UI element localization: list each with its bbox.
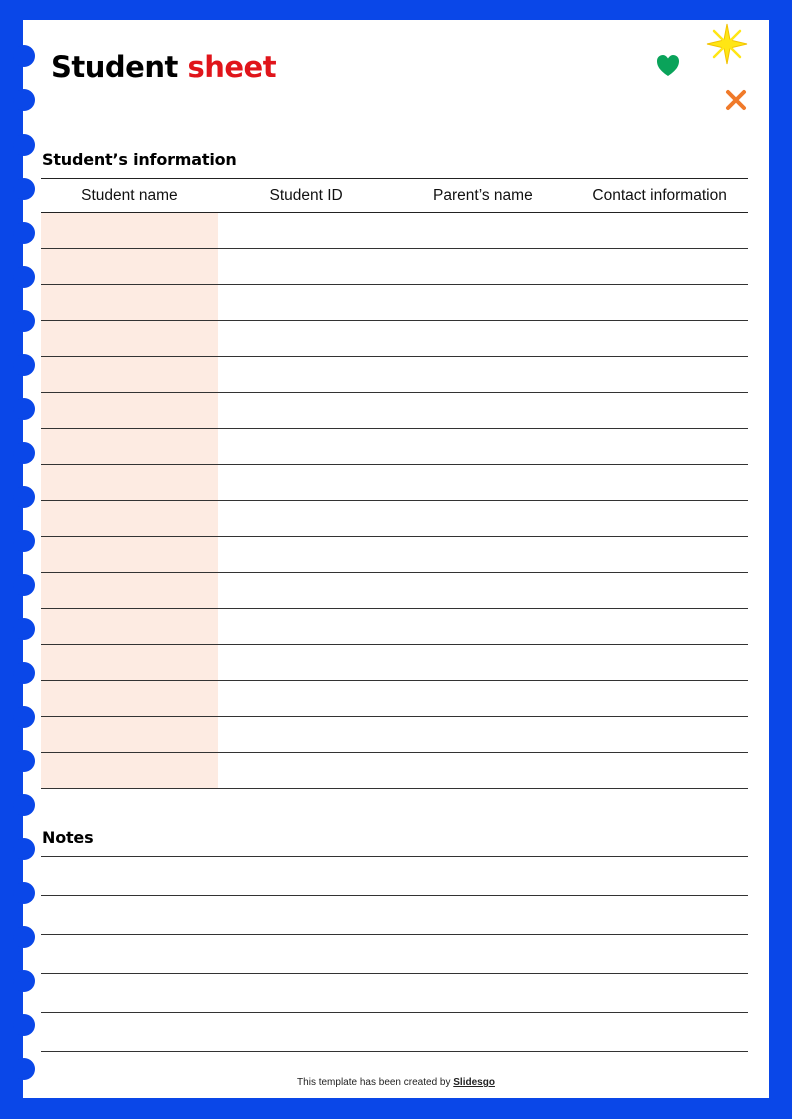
cell-contact-information[interactable] <box>571 465 748 500</box>
binder-hole <box>13 970 35 992</box>
binder-hole <box>13 178 35 200</box>
page-title <box>51 50 276 84</box>
cell-parents-name[interactable] <box>395 285 572 320</box>
binder-hole <box>13 134 35 156</box>
table-row <box>41 393 748 429</box>
cell-contact-information[interactable] <box>571 285 748 320</box>
cell-parents-name[interactable] <box>395 537 572 572</box>
student-information-heading: Student’s information <box>42 150 237 169</box>
cell-parents-name[interactable] <box>395 321 572 356</box>
notes-line[interactable] <box>41 896 748 935</box>
cell-student-id[interactable] <box>218 681 395 716</box>
cell-contact-information[interactable] <box>571 501 748 536</box>
table-row <box>41 213 748 249</box>
footer-link[interactable]: Slidesgo <box>453 1077 495 1088</box>
binder-hole <box>13 310 35 332</box>
cell-student-id[interactable] <box>218 501 395 536</box>
cell-contact-information[interactable] <box>571 393 748 428</box>
table-body <box>41 213 748 789</box>
heart-icon <box>652 50 684 80</box>
cell-parents-name[interactable] <box>395 429 572 464</box>
cell-student-name[interactable] <box>41 753 218 788</box>
binder-hole <box>13 530 35 552</box>
table-row <box>41 249 748 285</box>
cross-icon <box>721 85 751 115</box>
table-row <box>41 681 748 717</box>
binder-hole <box>13 89 35 111</box>
cell-contact-information[interactable] <box>571 429 748 464</box>
cell-student-name[interactable] <box>41 285 218 320</box>
cell-student-name[interactable] <box>41 357 218 392</box>
cell-contact-information[interactable] <box>571 357 748 392</box>
cell-student-name[interactable] <box>41 501 218 536</box>
binder-hole <box>13 706 35 728</box>
cell-student-name[interactable] <box>41 537 218 572</box>
binder-hole <box>13 266 35 288</box>
table-row <box>41 645 748 681</box>
table-row <box>41 357 748 393</box>
table-row <box>41 609 748 645</box>
cell-student-id[interactable] <box>218 285 395 320</box>
binder-hole <box>13 486 35 508</box>
cell-student-name[interactable] <box>41 321 218 356</box>
binder-hole <box>13 838 35 860</box>
cell-parents-name[interactable] <box>395 609 572 644</box>
cell-student-id[interactable] <box>218 321 395 356</box>
cell-parents-name[interactable] <box>395 753 572 788</box>
cell-student-id[interactable] <box>218 573 395 608</box>
table-row <box>41 573 748 609</box>
cell-parents-name[interactable] <box>395 249 572 284</box>
title-accent: sheet <box>187 50 277 84</box>
cell-parents-name[interactable] <box>395 681 572 716</box>
cell-student-id[interactable] <box>218 753 395 788</box>
cell-student-name[interactable] <box>41 645 218 680</box>
table-header-row <box>41 178 748 213</box>
title-main: Student <box>51 50 178 84</box>
footer-text: This template has been created by <box>297 1077 451 1088</box>
binder-hole <box>13 222 35 244</box>
table-row <box>41 321 748 357</box>
cell-contact-information[interactable] <box>571 213 748 248</box>
binder-hole <box>13 750 35 772</box>
binder-hole <box>13 1014 35 1036</box>
column-header-student-name: Student name <box>81 186 178 204</box>
cell-student-name[interactable] <box>41 213 218 248</box>
cell-student-name[interactable] <box>41 573 218 608</box>
cell-student-id[interactable] <box>218 465 395 500</box>
cell-student-name[interactable] <box>41 681 218 716</box>
footer-credit <box>0 1077 792 1088</box>
cell-student-id[interactable] <box>218 717 395 752</box>
cell-student-id[interactable] <box>218 537 395 572</box>
cell-student-id[interactable] <box>218 609 395 644</box>
cell-student-id[interactable] <box>218 249 395 284</box>
binder-hole <box>13 574 35 596</box>
cell-parents-name[interactable] <box>395 717 572 752</box>
cell-contact-information[interactable] <box>571 537 748 572</box>
cell-contact-information[interactable] <box>571 753 748 788</box>
cell-student-name[interactable] <box>41 609 218 644</box>
binder-hole <box>13 662 35 684</box>
column-header-student-id: Student ID <box>269 186 343 204</box>
cell-parents-name[interactable] <box>395 645 572 680</box>
cell-parents-name[interactable] <box>395 393 572 428</box>
cell-student-id[interactable] <box>218 213 395 248</box>
binder-hole <box>13 882 35 904</box>
cell-student-id[interactable] <box>218 645 395 680</box>
cell-student-name[interactable] <box>41 249 218 284</box>
binder-hole <box>13 45 35 67</box>
binder-hole <box>13 398 35 420</box>
cell-student-id[interactable] <box>218 357 395 392</box>
notes-line[interactable] <box>41 1013 748 1052</box>
table-row <box>41 537 748 573</box>
binder-hole <box>13 442 35 464</box>
column-header-parents-name: Parent’s name <box>433 186 533 204</box>
notes-heading: Notes <box>42 828 94 847</box>
cell-parents-name[interactable] <box>395 357 572 392</box>
notes-line[interactable] <box>41 974 748 1013</box>
cell-contact-information[interactable] <box>571 321 748 356</box>
cell-student-name[interactable] <box>41 393 218 428</box>
table-row <box>41 501 748 537</box>
cell-student-id[interactable] <box>218 429 395 464</box>
binder-hole <box>13 794 35 816</box>
cell-contact-information[interactable] <box>571 573 748 608</box>
binder-hole <box>13 618 35 640</box>
table-row <box>41 717 748 753</box>
cell-parents-name[interactable] <box>395 213 572 248</box>
cell-contact-information[interactable] <box>571 249 748 284</box>
cell-contact-information[interactable] <box>571 609 748 644</box>
table-row <box>41 753 748 789</box>
cell-student-name[interactable] <box>41 429 218 464</box>
cell-contact-information[interactable] <box>571 681 748 716</box>
cell-contact-information[interactable] <box>571 645 748 680</box>
table-row <box>41 429 748 465</box>
binder-hole <box>13 926 35 948</box>
notes-line[interactable] <box>41 935 748 974</box>
cell-student-name[interactable] <box>41 465 218 500</box>
notes-lines <box>41 856 748 1052</box>
cell-parents-name[interactable] <box>395 573 572 608</box>
column-header-contact-information: Contact information <box>592 186 727 204</box>
table-row <box>41 465 748 501</box>
cell-parents-name[interactable] <box>395 465 572 500</box>
cell-parents-name[interactable] <box>395 501 572 536</box>
sparkle-star-icon <box>705 22 749 66</box>
notes-line[interactable] <box>41 857 748 896</box>
cell-contact-information[interactable] <box>571 717 748 752</box>
table-row <box>41 285 748 321</box>
cell-student-id[interactable] <box>218 393 395 428</box>
binder-hole <box>13 354 35 376</box>
student-information-table <box>41 178 748 789</box>
cell-student-name[interactable] <box>41 717 218 752</box>
